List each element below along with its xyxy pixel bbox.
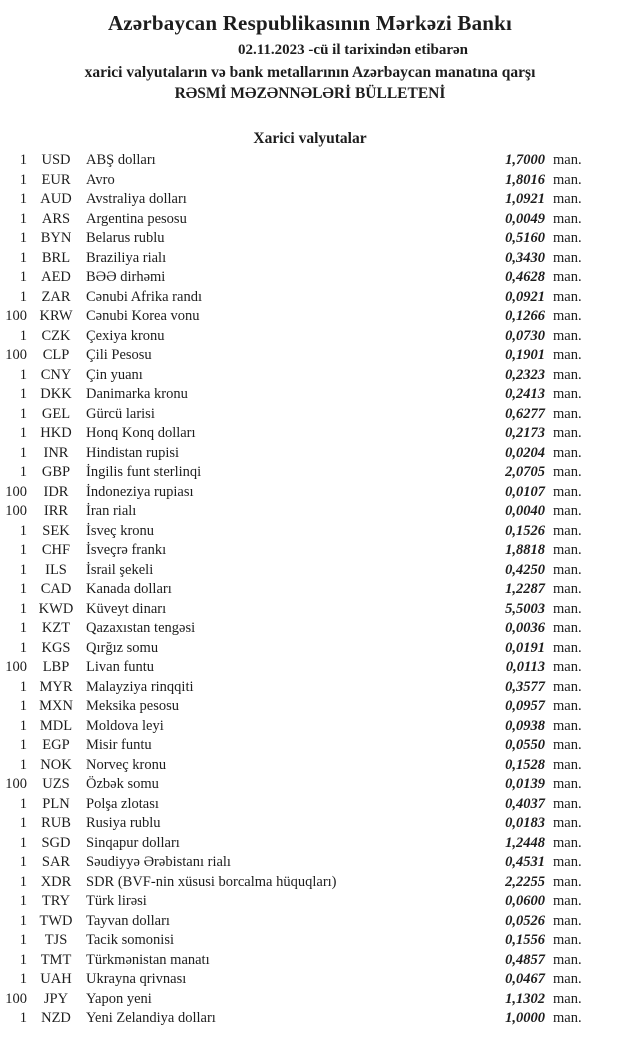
unit-label-cell: man.	[553, 288, 582, 305]
currency-row	[0, 892, 620, 912]
currency-name-cell: SDR (BVF-nin xüsusi borcalma hüquqları)	[86, 873, 337, 890]
unit-label-cell: man.	[553, 1010, 582, 1026]
currency-code-cell: BYN	[40, 230, 72, 246]
currency-row	[0, 795, 620, 815]
quantity-cell: 1	[19, 717, 27, 734]
currency-row	[0, 951, 620, 971]
unit-label-cell: man.	[553, 405, 582, 422]
exchange-rates-table	[0, 151, 620, 1029]
unit-label-cell: man.	[553, 152, 582, 168]
section-title-foreign-currencies: Xarici valyutalar	[253, 130, 367, 147]
unit-label-cell: man.	[553, 171, 582, 188]
currency-name-cell: Cənubi Afrika randı	[86, 288, 202, 305]
currency-name-cell: Argentina pesosu	[86, 210, 187, 227]
quantity-cell: 1	[19, 327, 27, 344]
rate-value-cell: 0,0113	[505, 659, 545, 675]
rate-value-cell: 0,2413	[505, 386, 545, 402]
quantity-cell: 1	[19, 405, 27, 422]
currency-row	[0, 249, 620, 269]
currency-row	[0, 736, 620, 756]
unit-label-cell: man.	[553, 795, 582, 812]
unit-label-cell: man.	[553, 581, 582, 597]
currency-code-cell: ILS	[45, 561, 67, 578]
currency-name-cell: Yeni Zelandiya dolları	[86, 1010, 216, 1026]
rate-value-cell: 0,0467	[505, 971, 545, 987]
quantity-cell: 1	[19, 542, 27, 558]
currency-code-cell: UAH	[40, 971, 72, 987]
currency-name-cell: Səudiyyə Ərəbistanı rialı	[86, 854, 231, 870]
unit-label-cell: man.	[553, 269, 582, 285]
bulletin-title: RƏSMİ MƏZƏNNƏLƏRİ BÜLLETENİ	[174, 85, 446, 102]
unit-label-cell: man.	[553, 347, 582, 363]
currency-row	[0, 151, 620, 171]
quantity-cell: 1	[19, 698, 27, 714]
quantity-cell: 1	[19, 795, 27, 812]
unit-label-cell: man.	[553, 522, 582, 539]
currency-name-cell: Kanada dolları	[86, 581, 172, 597]
rate-value-cell: 0,4250	[505, 561, 545, 578]
currency-row	[0, 834, 620, 854]
currency-name-cell: Belarus rublu	[86, 230, 165, 246]
rate-value-cell: 0,0550	[505, 737, 545, 753]
rate-value-cell: 1,2287	[505, 581, 545, 597]
currency-name-cell: Sinqapur dolları	[86, 834, 180, 851]
currency-row	[0, 424, 620, 444]
currency-row	[0, 931, 620, 951]
currency-name-cell: Çexiya kronu	[86, 327, 165, 344]
quantity-cell: 1	[19, 620, 27, 636]
currency-code-cell: AED	[41, 269, 71, 285]
unit-label-cell: man.	[553, 230, 582, 246]
currency-code-cell: NOK	[40, 756, 72, 773]
unit-label-cell: man.	[553, 912, 582, 929]
currency-row	[0, 873, 620, 893]
currency-row	[0, 814, 620, 834]
quantity-cell: 1	[19, 522, 27, 539]
rate-value-cell: 1,8016	[505, 171, 545, 188]
currency-code-cell: JPY	[43, 990, 69, 1007]
currency-row	[0, 1009, 620, 1029]
currency-code-cell: SEK	[42, 522, 70, 539]
rate-value-cell: 0,0938	[505, 717, 545, 734]
currency-row	[0, 912, 620, 932]
rate-value-cell: 0,0204	[505, 444, 545, 461]
rate-value-cell: 0,1556	[505, 932, 545, 948]
currency-row	[0, 268, 620, 288]
currency-code-cell: EGP	[42, 737, 70, 753]
rate-value-cell: 1,7000	[505, 152, 545, 168]
rate-value-cell: 0,0107	[505, 483, 545, 500]
currency-row	[0, 502, 620, 522]
currency-row	[0, 327, 620, 347]
unit-label-cell: man.	[553, 366, 582, 383]
currency-name-cell: Livan funtu	[86, 659, 155, 675]
currency-row	[0, 970, 620, 990]
rate-value-cell: 0,4037	[505, 795, 545, 812]
rate-value-cell: 0,2173	[505, 425, 545, 441]
currency-code-cell: AUD	[40, 191, 72, 207]
quantity-cell: 1	[19, 600, 27, 617]
currency-row	[0, 600, 620, 620]
rate-value-cell: 0,0191	[505, 639, 545, 656]
currency-name-cell: Gürcü larisi	[86, 405, 155, 422]
rate-value-cell: 1,1302	[505, 990, 545, 1007]
currency-name-cell: İsveç kronu	[86, 522, 155, 539]
unit-label-cell: man.	[553, 639, 582, 656]
quantity-cell: 1	[19, 951, 27, 968]
currency-row	[0, 483, 620, 503]
unit-label-cell: man.	[553, 464, 582, 480]
rate-value-cell: 1,2448	[505, 834, 545, 851]
currency-name-cell: Özbək somu	[86, 776, 159, 792]
currency-name-cell: Misir funtu	[86, 737, 152, 753]
currency-name-cell: İndoneziya rupiası	[86, 483, 194, 500]
rate-value-cell: 0,4628	[505, 269, 545, 285]
unit-label-cell: man.	[553, 600, 582, 617]
rate-value-cell: 0,1266	[505, 308, 545, 324]
quantity-cell: 1	[19, 230, 27, 246]
currency-name-cell: BƏƏ dirhəmi	[86, 269, 166, 285]
currency-code-cell: TMT	[40, 951, 72, 968]
currency-code-cell: CNY	[40, 366, 72, 383]
currency-name-cell: İngilis funt sterlinqi	[86, 464, 202, 480]
currency-code-cell: PLN	[42, 795, 70, 812]
rate-value-cell: 0,0049	[505, 210, 545, 227]
currency-name-cell: Danimarka kronu	[86, 386, 188, 402]
quantity-cell: 1	[19, 191, 27, 207]
unit-label-cell: man.	[553, 503, 582, 519]
currency-name-cell: İran rialı	[86, 503, 137, 519]
unit-label-cell: man.	[553, 386, 582, 402]
unit-label-cell: man.	[553, 971, 582, 987]
quantity-cell: 1	[19, 464, 27, 480]
currency-name-cell: Cənubi Korea vonu	[86, 308, 200, 324]
unit-label-cell: man.	[553, 756, 582, 773]
currency-name-cell: Hindistan rupisi	[86, 444, 180, 461]
quantity-cell: 1	[19, 1010, 27, 1026]
currency-row	[0, 561, 620, 581]
quantity-cell: 1	[19, 288, 27, 305]
unit-label-cell: man.	[553, 483, 582, 500]
currency-row	[0, 619, 620, 639]
quantity-cell: 1	[19, 581, 27, 597]
rate-value-cell: 1,8818	[505, 542, 545, 558]
unit-label-cell: man.	[553, 678, 582, 695]
currency-name-cell: Küveyt dinarı	[86, 600, 167, 617]
currency-name-cell: Ukrayna qrivnası	[86, 971, 187, 987]
unit-label-cell: man.	[553, 425, 582, 441]
quantity-cell: 1	[19, 932, 27, 948]
currency-code-cell: RUB	[41, 815, 71, 831]
rate-value-cell: 0,3430	[505, 249, 545, 266]
rate-value-cell: 2,2255	[505, 873, 545, 890]
currency-name-cell: Qırğız somu	[86, 639, 159, 656]
rate-value-cell: 0,0183	[505, 815, 545, 831]
currency-row	[0, 658, 620, 678]
currency-code-cell: TRY	[41, 893, 71, 909]
currency-row	[0, 171, 620, 191]
currency-name-cell: Tacik somonisi	[86, 932, 174, 948]
rate-value-cell: 0,0921	[505, 288, 545, 305]
currency-code-cell: IDR	[43, 483, 69, 500]
currency-name-cell: İsveçrə frankı	[86, 542, 167, 558]
unit-label-cell: man.	[553, 854, 582, 870]
currency-name-cell: Moldova leyi	[86, 717, 164, 734]
currency-code-cell: MYR	[39, 678, 73, 695]
unit-label-cell: man.	[553, 932, 582, 948]
currency-name-cell: Polşa zlotası	[86, 795, 159, 812]
quantity-cell: 1	[19, 893, 27, 909]
unit-label-cell: man.	[553, 620, 582, 636]
quantity-cell: 1	[19, 561, 27, 578]
currency-name-cell: Avro	[86, 171, 115, 188]
currency-row	[0, 288, 620, 308]
currency-row	[0, 639, 620, 659]
currency-row	[0, 717, 620, 737]
unit-label-cell: man.	[553, 561, 582, 578]
rate-value-cell: 0,0139	[505, 776, 545, 792]
currency-name-cell: Rusiya rublu	[86, 815, 161, 831]
currency-code-cell: SAR	[41, 854, 71, 870]
currency-row	[0, 697, 620, 717]
currency-name-cell: Qazaxıstan tengəsi	[86, 620, 196, 636]
currency-row	[0, 210, 620, 230]
currency-row	[0, 756, 620, 776]
currency-code-cell: MDL	[39, 717, 73, 734]
currency-row	[0, 678, 620, 698]
rate-value-cell: 0,3577	[505, 678, 545, 695]
quantity-cell: 1	[19, 210, 27, 227]
quantity-cell: 100	[5, 990, 27, 1007]
currency-row	[0, 346, 620, 366]
rate-value-cell: 0,4857	[505, 951, 545, 968]
currency-code-cell: KZT	[41, 620, 71, 636]
currency-name-cell: ABŞ dolları	[86, 152, 156, 168]
rate-value-cell: 0,4531	[505, 854, 545, 870]
quantity-cell: 1	[19, 854, 27, 870]
currency-name-cell: Tayvan dolları	[86, 912, 170, 929]
unit-label-cell: man.	[553, 308, 582, 324]
currency-code-cell: GEL	[41, 405, 71, 422]
unit-label-cell: man.	[553, 542, 582, 558]
currency-code-cell: UZS	[42, 776, 70, 792]
currency-row	[0, 366, 620, 386]
quantity-cell: 1	[19, 912, 27, 929]
rate-value-cell: 0,1528	[505, 756, 545, 773]
quantity-cell: 1	[19, 171, 27, 188]
quantity-cell: 100	[5, 503, 27, 519]
quantity-cell: 100	[5, 776, 27, 792]
currency-row	[0, 385, 620, 405]
currency-code-cell: CHF	[41, 542, 71, 558]
currency-row	[0, 522, 620, 542]
unit-label-cell: man.	[553, 249, 582, 266]
currency-row	[0, 990, 620, 1010]
rate-value-cell: 0,0730	[505, 327, 545, 344]
rate-value-cell: 5,5003	[505, 600, 545, 617]
quantity-cell: 1	[19, 639, 27, 656]
unit-label-cell: man.	[553, 659, 582, 675]
quantity-cell: 1	[19, 366, 27, 383]
rate-value-cell: 2,0705	[505, 464, 545, 480]
quantity-cell: 1	[19, 444, 27, 461]
currency-name-cell: Çili Pesosu	[86, 347, 152, 363]
currency-row	[0, 190, 620, 210]
quantity-cell: 1	[19, 873, 27, 890]
currency-code-cell: IRR	[43, 503, 69, 519]
unit-label-cell: man.	[553, 191, 582, 207]
currency-code-cell: TJS	[44, 932, 68, 948]
unit-label-cell: man.	[553, 444, 582, 461]
currency-name-cell: Türkmənistan manatı	[86, 951, 210, 968]
currency-code-cell: KRW	[39, 308, 73, 324]
currency-row	[0, 853, 620, 873]
currency-code-cell: XDR	[40, 873, 72, 890]
currency-row	[0, 580, 620, 600]
currency-code-cell: KWD	[38, 600, 74, 617]
currency-code-cell: MXN	[39, 698, 73, 714]
currency-row	[0, 307, 620, 327]
unit-label-cell: man.	[553, 776, 582, 792]
rate-value-cell: 1,0000	[505, 1010, 545, 1026]
currency-code-cell: NZD	[41, 1010, 71, 1026]
currency-code-cell: DKK	[40, 386, 72, 402]
quantity-cell: 1	[19, 152, 27, 168]
rate-value-cell: 0,0036	[505, 620, 545, 636]
currency-code-cell: BRL	[41, 249, 71, 266]
quantity-cell: 100	[5, 659, 27, 675]
currency-code-cell: ARS	[41, 210, 71, 227]
currency-code-cell: LBP	[42, 659, 70, 675]
currency-name-cell: Norveç kronu	[86, 756, 167, 773]
unit-label-cell: man.	[553, 717, 582, 734]
quantity-cell: 1	[19, 386, 27, 402]
quantity-cell: 1	[19, 815, 27, 831]
quantity-cell: 1	[19, 834, 27, 851]
currency-code-cell: HKD	[40, 425, 72, 441]
quantity-cell: 100	[5, 347, 27, 363]
quantity-cell: 1	[19, 678, 27, 695]
rate-value-cell: 0,5160	[505, 230, 545, 246]
rate-value-cell: 0,2323	[505, 366, 545, 383]
currency-code-cell: TWD	[39, 912, 73, 929]
quantity-cell: 1	[19, 249, 27, 266]
unit-label-cell: man.	[553, 210, 582, 227]
effective-date-line: 02.11.2023 -cü il tarixindən etibarən	[238, 42, 468, 58]
currency-code-cell: CAD	[40, 581, 72, 597]
currency-name-cell: Avstraliya dolları	[86, 191, 187, 207]
quantity-cell: 1	[19, 971, 27, 987]
currency-code-cell: SGD	[41, 834, 71, 851]
unit-label-cell: man.	[553, 893, 582, 909]
unit-label-cell: man.	[553, 698, 582, 714]
unit-label-cell: man.	[553, 815, 582, 831]
currency-name-cell: Malayziya rinqqiti	[86, 678, 194, 695]
currency-name-cell: Yapon yeni	[86, 990, 152, 1007]
unit-label-cell: man.	[553, 873, 582, 890]
rate-value-cell: 1,0921	[505, 191, 545, 207]
quantity-cell: 1	[19, 756, 27, 773]
quantity-cell: 100	[5, 308, 27, 324]
currency-row	[0, 405, 620, 425]
currency-name-cell: Türk lirəsi	[86, 893, 147, 909]
currency-name-cell: Çin yuanı	[86, 366, 143, 383]
currency-row	[0, 541, 620, 561]
rate-value-cell: 0,0040	[505, 503, 545, 519]
unit-label-cell: man.	[553, 951, 582, 968]
rate-value-cell: 0,1526	[505, 522, 545, 539]
currency-row	[0, 444, 620, 464]
bulletin-header	[0, 11, 620, 103]
subtitle-line: xarici valyutaların və bank metallarının Azərbaycan manatına qarşı	[84, 64, 536, 81]
rate-value-cell: 0,0957	[505, 698, 545, 714]
currency-code-cell: CZK	[41, 327, 71, 344]
currency-code-cell: USD	[41, 152, 71, 168]
unit-label-cell: man.	[553, 737, 582, 753]
currency-name-cell: Meksika pesosu	[86, 698, 180, 714]
currency-row	[0, 463, 620, 483]
currency-row	[0, 229, 620, 249]
currency-code-cell: KGS	[41, 639, 71, 656]
currency-code-cell: ZAR	[41, 288, 71, 305]
currency-code-cell: GBP	[41, 464, 71, 480]
quantity-cell: 1	[19, 737, 27, 753]
rate-value-cell: 0,0600	[505, 893, 545, 909]
rate-value-cell: 0,6277	[505, 405, 545, 422]
bank-name-title: Azərbaycan Respublikasının Mərkəzi Bankı	[107, 11, 513, 35]
currency-code-cell: EUR	[41, 171, 71, 188]
currency-name-cell: Braziliya rialı	[86, 249, 167, 266]
currency-code-cell: INR	[43, 444, 69, 461]
currency-name-cell: Honq Konq dolları	[86, 425, 196, 441]
unit-label-cell: man.	[553, 327, 582, 344]
quantity-cell: 100	[5, 483, 27, 500]
unit-label-cell: man.	[553, 834, 582, 851]
unit-label-cell: man.	[553, 990, 582, 1007]
rate-value-cell: 0,1901	[505, 347, 545, 363]
currency-name-cell: İsrail şekeli	[86, 561, 154, 578]
rate-value-cell: 0,0526	[505, 912, 545, 929]
currency-code-cell: CLP	[42, 347, 70, 363]
quantity-cell: 1	[19, 269, 27, 285]
currency-row	[0, 775, 620, 795]
quantity-cell: 1	[19, 425, 27, 441]
